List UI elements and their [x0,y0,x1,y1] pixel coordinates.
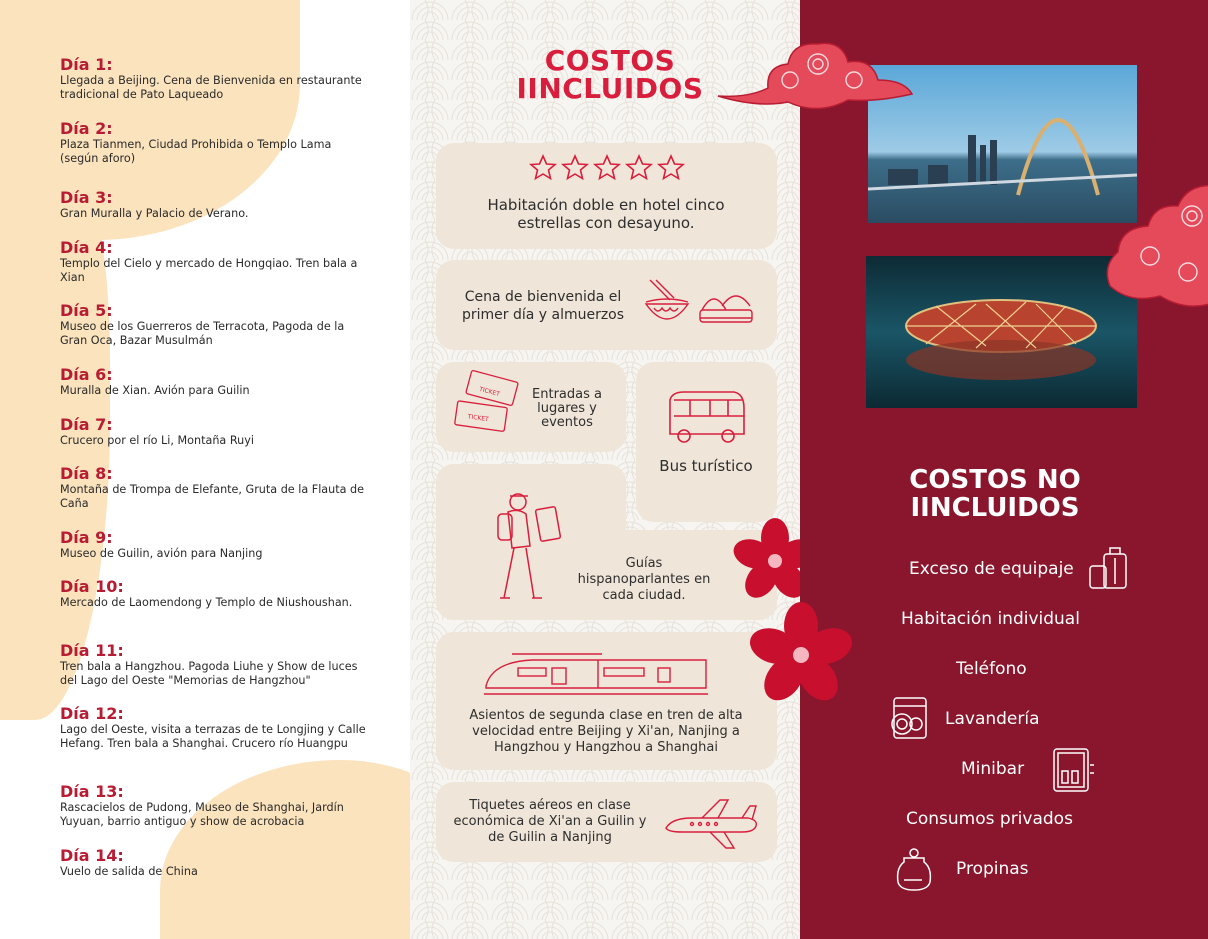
not-included-item: Lavandería [945,709,1040,729]
not-included-item: Teléfono [956,659,1027,679]
day-title: Día 5: [60,301,113,320]
train-text: Asientos de segunda clase en tren de alta velocidad entre Beijing y Xi'an, Nanjing a Hangzhou y Hangzhou a Shanghai [469,708,743,755]
star-icon [528,153,688,183]
not-included-title [880,466,1110,522]
flights-text: Tiquetes aéreos en clase económica de Xi'an a Guilin y de Guilin a Nanjing [453,798,647,845]
stadium-photo [866,256,1137,408]
ticket-stub-label: TICKET [478,385,501,399]
itinerary-day [60,239,370,285]
day-description: Tren bala a Hangzhou. Pagoda Liuhe y Show de luces del Lago del Oeste "Memorias de Hangzhou" [60,660,358,687]
day-title: Día 12: [60,704,124,723]
day-description: Museo de los Guerreros de Terracota, Pagoda de la Gran Oca, Bazar Musulmán [60,320,345,347]
not-included-item: Propinas [956,859,1029,879]
day-title: Día 3: [60,188,113,207]
not-included-title-line1: COSTOS NO [909,465,1081,495]
itinerary-day [60,578,370,610]
day-title: Día 14: [60,846,124,865]
bus-icon [664,388,748,448]
itinerary-day [60,56,370,102]
day-title: Día 8: [60,464,113,483]
day-description: Lago del Oeste, visita a terrazas de te Longjing y Calle Hefang. Tren bala a Shanghai. Crucero río Huangpu [60,723,366,750]
not-included-title-line2: IINCLUIDOS [910,493,1080,523]
tickets-card [436,362,626,452]
ticket-stub-label: TICKET [467,413,490,424]
noodle-bowl-icon [642,278,692,333]
bus-card [636,362,777,522]
day-description: Vuelo de salida de China [60,865,198,878]
day-description: Mercado de Laomendong y Templo de Niushoushan. [60,596,353,609]
tickets-text: Entradas a lugares y eventos [532,387,602,430]
included-costs-panel [410,0,800,939]
flights-card [436,782,777,862]
itinerary-panel [0,0,410,939]
itinerary-day [60,302,370,348]
hotel-card [436,143,777,249]
day-description: Museo de Guilin, avión para Nanjing [60,547,263,560]
day-title: Día 9: [60,528,113,547]
included-title-line2: IINCLUIDOS [516,72,704,105]
day-description: Montaña de Trompa de Elefante, Gruta de la Flauta de Caña [60,483,365,510]
itinerary-day [60,642,370,688]
cloud-ornament-icon [1100,176,1208,316]
bus-text: Bus turístico [659,457,753,475]
itinerary-day [60,465,370,511]
included-title-line1: COSTOS [544,44,676,77]
dinner-text: Cena de bienvenida el primer día y almuerzos [461,289,625,323]
not-included-item: Consumos privados [906,809,1073,829]
day-description: Muralla de Xian. Avión para Guilin [60,384,250,397]
train-card [436,632,777,770]
tip-jar-icon [894,848,936,894]
guides-text: Guías hispanoparlantes en cada ciudad. [577,556,711,603]
day-description: Gran Muralla y Palacio de Verano. [60,207,249,220]
ticket-icon [450,370,525,440]
itinerary-day [60,120,370,166]
itinerary-day [60,416,370,448]
dumpling-icon [696,282,756,332]
itinerary-day [60,189,370,221]
airplane-icon [662,794,762,854]
day-description: Rascacielos de Pudong, Museo de Shanghai, Jardín Yuyuan, barrio antiguo y show de acrobacia [60,801,344,828]
day-title: Día 2: [60,119,113,138]
cherry-blossom-icon [746,600,856,710]
day-title: Día 10: [60,577,124,596]
day-title: Día 6: [60,365,113,384]
minibar-icon [1052,747,1098,793]
cloud-ornament-icon [708,36,918,126]
day-title: Día 7: [60,415,113,434]
day-description: Llegada a Beijing. Cena de Bienvenida en restaurante tradicional de Pato Laqueado [60,74,362,101]
not-included-item: Exceso de equipaje [909,559,1074,579]
day-description: Crucero por el río Li, Montaña Ruyi [60,434,254,447]
traveler-icon [490,486,570,606]
itinerary-day [60,366,370,398]
washing-machine-icon [882,696,928,742]
hotel-text: Habitación doble en hotel cinco estrellas con desayuno. [487,196,725,232]
not-included-item: Habitación individual [901,609,1080,629]
luggage-icon [1088,544,1134,592]
cherry-blossom-icon [730,516,800,606]
day-title: Día 1: [60,55,113,74]
day-title: Día 13: [60,782,124,801]
not-included-panel [800,0,1208,939]
day-title: Día 4: [60,238,113,257]
day-description: Templo del Cielo y mercado de Hongqiao. Tren bala a Xian [60,257,358,284]
stadium-illustration [866,256,1137,408]
dinner-card [436,260,777,350]
itinerary-day [60,705,370,751]
itinerary-day [60,529,370,561]
day-description: Plaza Tianmen, Ciudad Prohibida o Templo Lama (según aforo) [60,138,332,165]
included-title [500,44,720,105]
not-included-item: Minibar [961,759,1025,779]
itinerary-day [60,783,370,829]
itinerary-day [60,847,370,879]
day-title: Día 11: [60,641,124,660]
train-icon [482,650,712,698]
